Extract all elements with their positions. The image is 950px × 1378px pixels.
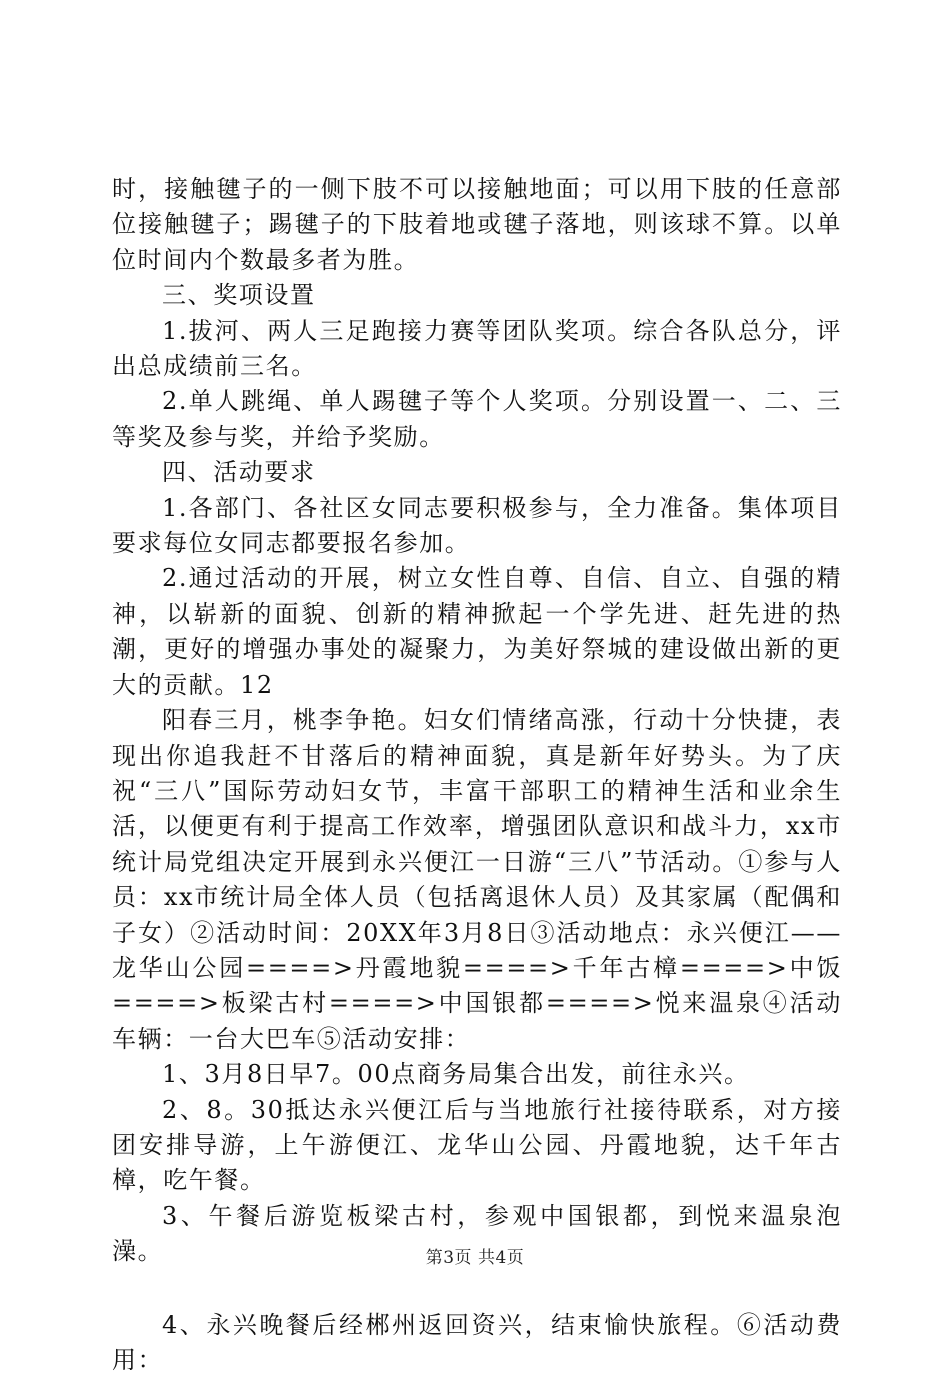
paragraph-schedule-2: 2、8。30抵达永兴便江后与当地旅行社接待联系，对方接团安排导游，上午游便江、龙华山公园、丹霞地貌，达千年古樟，吃午餐。 [112,1095,842,1195]
heading-awards: 三、奖项设置 [162,281,316,310]
paragraph-requirement-2: 2.通过活动的开展，树立女性自尊、自信、自立、自强的精神，以崭新的面貌、创新的精神掀起一个学先进、赶先进的热潮，更好的增强办事处的凝聚力，为美好祭城的建设做出新的更大的贡献。12 [112,564,842,699]
paragraph-schedule-4: 4、永兴晚餐后经郴州返回资兴，结束愉快旅程。⑥活动费用： [112,1310,842,1374]
document-body [112,172,842,1378]
paragraph-schedule-1: 1、3月8日早7。00点商务局集合出发，前往永兴。 [162,1060,750,1089]
paragraph-award-team: 1.拔河、两人三足跑接力赛等团队奖项。综合各队总分，评出总成绩前三名。 [112,316,842,381]
paragraph-requirement-1: 1.各部门、各社区女同志要积极参与，全力准备。集体项目要求每位女同志都要报名参加。 [112,493,842,558]
paragraph-trip-intro: 阳春三月，桃李争艳。妇女们情绪高涨，行动十分快捷，表现出你追我赶不甘落后的精神面貌，真是新年好势头。为了庆祝“三八”国际劳动妇女节，丰富干部职工的精神生活和业余生活，以便更有利于提高工作效率，增强团队意识和战斗力，xx市统计局党组决定开展到永兴便江一日游“三八”节活动。①参与人员：xx市统计局全体人员（包括离退休人员）及其家属（配偶和子女）②活动时间：20XX年3月8日③活动地点：永兴便江——龙华山公园====>丹霞地貌====>千年古樟====>中饭====>板梁古村====>中国银都====>悦来温泉④活动车辆：一台大巴车⑤活动安排： [112,706,842,1053]
heading-requirements: 四、活动要求 [162,458,316,487]
page-number-footer: 第3页 共4页 [425,1248,525,1268]
paragraph-award-individual: 2.单人跳绳、单人踢毽子等个人奖项。分别设置一、二、三等奖及参与奖，并给予奖励。 [112,387,842,451]
paragraph-rules-continued: 时，接触毽子的一侧下肢不可以接触地面；可以用下肢的任意部位接触毽子；踢毽子的下肢着地或毽子落地，则该球不算。以单位时间内个数最多者为胜。 [112,175,842,274]
paragraph-schedule-3: 3、午餐后游览板梁古村，参观中国银都，到悦来温泉泡澡。 [112,1201,842,1266]
